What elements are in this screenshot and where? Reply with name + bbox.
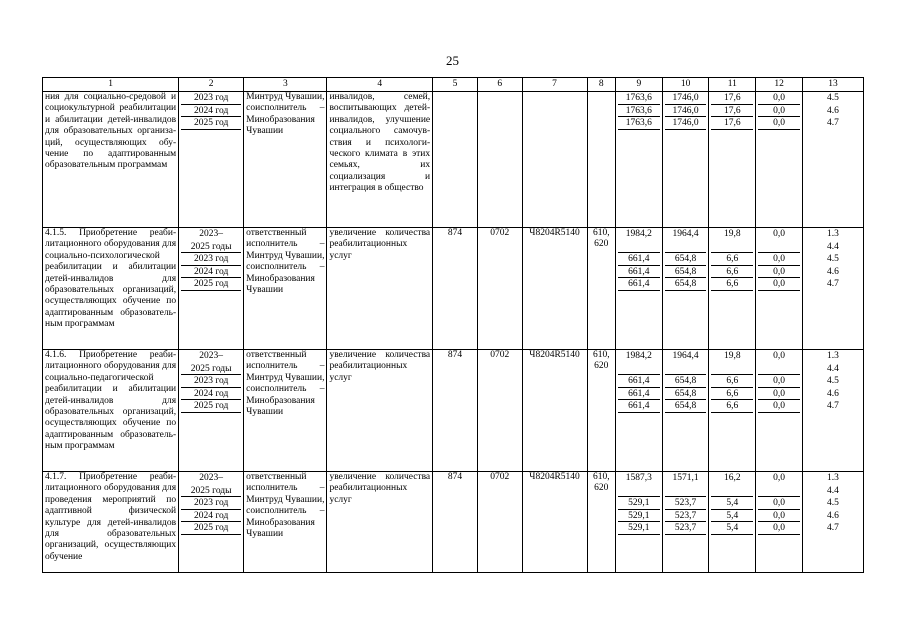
republic-budget-line bbox=[711, 241, 753, 254]
republic-budget-line: 19,8 bbox=[724, 229, 741, 239]
grbs-code: 874 bbox=[433, 228, 478, 350]
total-amount-line: 1984,2 bbox=[625, 229, 652, 239]
result-cell: увеличение количества реабилитационных услуг bbox=[327, 472, 433, 573]
total-amount-line: 661,4 bbox=[618, 400, 660, 413]
municipal-budget-line bbox=[758, 485, 800, 498]
municipal-budget-line: 0,0 bbox=[758, 92, 800, 105]
executor-cell: ответственный исполнитель – Минтруд Чувашии, соисполнитель – Минобразования Чувашии bbox=[244, 228, 327, 350]
period-cell-line: 2025 годы bbox=[181, 363, 241, 376]
total-amount-line: 529,1 bbox=[618, 497, 660, 510]
indicator-refs bbox=[802, 472, 863, 573]
federal-budget-line: 523,7 bbox=[665, 510, 707, 523]
period-cell-line: 2025 год bbox=[181, 117, 241, 130]
indicator-refs-line: 4.7 bbox=[827, 279, 839, 289]
municipal-budget bbox=[756, 350, 803, 472]
municipal-budget-line: 0,0 bbox=[758, 278, 800, 291]
total-amount-line: 1763,6 bbox=[618, 105, 660, 118]
republic-budget-line bbox=[711, 485, 753, 498]
total-amount-line bbox=[618, 241, 660, 254]
total-amount-line: 1984,2 bbox=[625, 351, 652, 361]
executor-cell: Минтруд Чувашии, соисполнитель – Минобразования Чувашии bbox=[244, 92, 327, 228]
federal-budget-line: 523,7 bbox=[665, 497, 707, 510]
republic-budget-line: 19,8 bbox=[724, 351, 741, 361]
column-header-8: 8 bbox=[587, 78, 615, 92]
indicator-refs-line: 4.5 bbox=[827, 93, 839, 103]
republic-budget-line: 5,4 bbox=[711, 510, 753, 523]
municipal-budget-line: 0,0 bbox=[758, 497, 800, 510]
municipal-budget-line: 0,0 bbox=[758, 510, 800, 523]
federal-budget-line: 1964,4 bbox=[672, 229, 699, 239]
republic-budget-line: 17,6 bbox=[711, 117, 753, 130]
period-cell bbox=[179, 228, 244, 350]
table-body bbox=[43, 92, 864, 573]
period-cell-line: 2025 год bbox=[181, 278, 241, 291]
republic-budget-line: 16,2 bbox=[724, 473, 741, 483]
table-row bbox=[43, 350, 864, 472]
total-amount-line: 661,4 bbox=[618, 375, 660, 388]
measure-name: ния для социально-средовой и социокультурной реабилитации и абилитации детей-инвалидов для образовательных организаций, осуществляющих обучение по адаптированным образовательным программам bbox=[43, 92, 179, 228]
republic-budget-line: 6,6 bbox=[711, 388, 753, 401]
total-amount-line: 1587,3 bbox=[625, 473, 652, 483]
period-cell-line: 2025 год bbox=[181, 400, 241, 413]
total-amount-line bbox=[618, 485, 660, 498]
municipal-budget bbox=[756, 92, 803, 228]
municipal-budget-line: 0,0 bbox=[773, 351, 785, 361]
federal-budget-line: 654,8 bbox=[665, 253, 707, 266]
result-cell: увеличение количества реабилитационных услуг bbox=[327, 228, 433, 350]
indicator-refs-line: 4.7 bbox=[827, 118, 839, 128]
period-cell-line: 2023– bbox=[199, 473, 224, 483]
indicator-refs-line: 4.6 bbox=[827, 266, 839, 277]
indicator-refs-line: 4.4 bbox=[827, 485, 839, 496]
period-cell-line: 2023 год bbox=[181, 375, 241, 388]
header-row bbox=[43, 78, 864, 92]
republic-budget-line: 6,6 bbox=[711, 266, 753, 279]
column-header-2: 2 bbox=[179, 78, 244, 92]
column-header-1: 1 bbox=[43, 78, 179, 92]
republic-budget-line: 6,6 bbox=[711, 375, 753, 388]
federal-budget bbox=[662, 350, 709, 472]
grbs-code: 874 bbox=[433, 472, 478, 573]
indicator-refs-line: 4.6 bbox=[827, 510, 839, 521]
section-code: 0702 bbox=[477, 228, 522, 350]
total-amount bbox=[616, 472, 663, 573]
municipal-budget-line bbox=[758, 363, 800, 376]
period-cell bbox=[179, 92, 244, 228]
municipal-budget-line: 0,0 bbox=[758, 388, 800, 401]
grbs-code bbox=[433, 92, 478, 228]
total-amount-line: 529,1 bbox=[618, 510, 660, 523]
total-amount-line bbox=[618, 363, 660, 376]
republic-budget-line: 6,6 bbox=[711, 253, 753, 266]
republic-budget-line: 6,6 bbox=[711, 400, 753, 413]
republic-budget-line: 5,4 bbox=[711, 522, 753, 535]
period-cell-line: 2023 год bbox=[181, 92, 241, 105]
total-amount-line: 661,4 bbox=[618, 388, 660, 401]
period-cell-line: 2024 год bbox=[181, 105, 241, 118]
municipal-budget-line: 0,0 bbox=[758, 253, 800, 266]
measure-name: 4.1.6. Приобретение реабилитационного оборудования для социально-педагогической реабилитации и абилитации детей-инвалидов для образовательных организаций, осуществляющих обучение по адаптированным образовательным программам bbox=[43, 350, 179, 472]
column-header-3: 3 bbox=[244, 78, 327, 92]
target-article-code bbox=[522, 92, 587, 228]
program-measures-table bbox=[42, 77, 864, 573]
column-header-11: 11 bbox=[709, 78, 756, 92]
federal-budget bbox=[662, 472, 709, 573]
federal-budget bbox=[662, 228, 709, 350]
section-code: 0702 bbox=[477, 350, 522, 472]
table-row bbox=[43, 92, 864, 228]
federal-budget-line: 1571,1 bbox=[672, 473, 699, 483]
indicator-refs-line: 4.5 bbox=[827, 376, 839, 386]
table-row bbox=[43, 472, 864, 573]
total-amount-line: 529,1 bbox=[618, 522, 660, 535]
period-cell-line: 2024 год bbox=[181, 510, 241, 523]
republic-budget-line: 6,6 bbox=[711, 278, 753, 291]
federal-budget-line bbox=[665, 363, 707, 376]
federal-budget-line bbox=[665, 241, 707, 254]
period-cell bbox=[179, 350, 244, 472]
republic-budget bbox=[709, 472, 756, 573]
target-article-code: Ч8204R5140 bbox=[522, 228, 587, 350]
republic-budget bbox=[709, 228, 756, 350]
column-header-9: 9 bbox=[616, 78, 663, 92]
indicator-refs-line: 1.3 bbox=[827, 473, 839, 483]
section-code bbox=[477, 92, 522, 228]
expense-type-code: 610, 620 bbox=[587, 472, 615, 573]
indicator-refs-line: 4.7 bbox=[827, 523, 839, 533]
republic-budget-line bbox=[711, 363, 753, 376]
republic-budget-line: 17,6 bbox=[711, 105, 753, 118]
municipal-budget-line bbox=[758, 241, 800, 254]
federal-budget-line: 654,8 bbox=[665, 278, 707, 291]
municipal-budget-line: 0,0 bbox=[758, 375, 800, 388]
indicator-refs-line: 1.3 bbox=[827, 229, 839, 239]
federal-budget bbox=[662, 92, 709, 228]
federal-budget-line: 1964,4 bbox=[672, 351, 699, 361]
section-code: 0702 bbox=[477, 472, 522, 573]
municipal-budget-line: 0,0 bbox=[758, 400, 800, 413]
indicator-refs-line: 4.7 bbox=[827, 401, 839, 411]
municipal-budget-line: 0,0 bbox=[773, 229, 785, 239]
federal-budget-line: 1746,0 bbox=[665, 117, 707, 130]
total-amount-line: 661,4 bbox=[618, 253, 660, 266]
period-cell-line: 2023 год bbox=[181, 497, 241, 510]
indicator-refs-line: 4.5 bbox=[827, 254, 839, 264]
federal-budget-line: 654,8 bbox=[665, 388, 707, 401]
period-cell-line: 2024 год bbox=[181, 388, 241, 401]
indicator-refs bbox=[802, 350, 863, 472]
expense-type-code: 610, 620 bbox=[587, 350, 615, 472]
column-header-6: 6 bbox=[477, 78, 522, 92]
indicator-refs-line: 4.5 bbox=[827, 498, 839, 508]
measure-name: 4.1.7. Приобретение реабилитационного оборудования для проведения мероприятий по адаптивной физической культуре для детей-инвалидов для образовательных организаций, осуществляющих обучение bbox=[43, 472, 179, 573]
municipal-budget-line: 0,0 bbox=[758, 522, 800, 535]
target-article-code: Ч8204R5140 bbox=[522, 472, 587, 573]
column-header-10: 10 bbox=[662, 78, 709, 92]
federal-budget-line: 523,7 bbox=[665, 522, 707, 535]
expense-type-code bbox=[587, 92, 615, 228]
indicator-refs-line: 4.4 bbox=[827, 241, 839, 252]
federal-budget-line: 1746,0 bbox=[665, 92, 707, 105]
total-amount-line: 661,4 bbox=[618, 266, 660, 279]
column-header-7: 7 bbox=[522, 78, 587, 92]
republic-budget bbox=[709, 350, 756, 472]
table-row bbox=[43, 228, 864, 350]
grbs-code: 874 bbox=[433, 350, 478, 472]
municipal-budget-line: 0,0 bbox=[758, 105, 800, 118]
period-cell-line: 2023 год bbox=[181, 253, 241, 266]
federal-budget-line bbox=[665, 485, 707, 498]
federal-budget-line: 654,8 bbox=[665, 400, 707, 413]
republic-budget-line: 17,6 bbox=[711, 92, 753, 105]
indicator-refs-line: 1.3 bbox=[827, 351, 839, 361]
column-header-4: 4 bbox=[327, 78, 433, 92]
federal-budget-line: 654,8 bbox=[665, 375, 707, 388]
municipal-budget bbox=[756, 228, 803, 350]
executor-cell: ответственный исполнитель – Минтруд Чувашии, соисполнитель – Минобразования Чувашии bbox=[244, 350, 327, 472]
federal-budget-line: 1746,0 bbox=[665, 105, 707, 118]
measure-name: 4.1.5. Приобретение реабилитационного оборудования для социально-психологической реабилитации и абилитации детей-инвалидов для образовательных организаций, осуществляющих обучение по адаптированным образовательным программам bbox=[43, 228, 179, 350]
executor-cell: ответственный исполнитель – Минтруд Чувашии, соисполнитель – Минобразования Чувашии bbox=[244, 472, 327, 573]
total-amount-line: 1763,6 bbox=[618, 92, 660, 105]
result-cell: увеличение количества реабилитационных услуг bbox=[327, 350, 433, 472]
period-cell-line: 2024 год bbox=[181, 266, 241, 279]
municipal-budget-line: 0,0 bbox=[773, 473, 785, 483]
municipal-budget bbox=[756, 472, 803, 573]
indicator-refs bbox=[802, 228, 863, 350]
result-cell: инвалидов, семей, воспитывающих детей-инвалидов, улучшение социального самочувствия и психологического климата в этих семьях, их социализация и интеграция в общество bbox=[327, 92, 433, 228]
period-cell-line: 2025 годы bbox=[181, 485, 241, 498]
column-header-12: 12 bbox=[756, 78, 803, 92]
indicator-refs bbox=[802, 92, 863, 228]
expense-type-code: 610, 620 bbox=[587, 228, 615, 350]
federal-budget-line: 654,8 bbox=[665, 266, 707, 279]
period-cell-line: 2025 год bbox=[181, 522, 241, 535]
column-header-13: 13 bbox=[802, 78, 863, 92]
target-article-code: Ч8204R5140 bbox=[522, 350, 587, 472]
republic-budget bbox=[709, 92, 756, 228]
column-header-5: 5 bbox=[433, 78, 478, 92]
total-amount bbox=[616, 228, 663, 350]
total-amount bbox=[616, 350, 663, 472]
municipal-budget-line: 0,0 bbox=[758, 266, 800, 279]
total-amount-line: 661,4 bbox=[618, 278, 660, 291]
period-cell bbox=[179, 472, 244, 573]
republic-budget-line: 5,4 bbox=[711, 497, 753, 510]
indicator-refs-line: 4.6 bbox=[827, 388, 839, 399]
indicator-refs-line: 4.4 bbox=[827, 363, 839, 374]
period-cell-line: 2023– bbox=[199, 351, 224, 361]
page-number: 25 bbox=[446, 53, 459, 68]
total-amount bbox=[616, 92, 663, 228]
period-cell-line: 2025 годы bbox=[181, 241, 241, 254]
period-cell-line: 2023– bbox=[199, 229, 224, 239]
total-amount-line: 1763,6 bbox=[618, 117, 660, 130]
municipal-budget-line: 0,0 bbox=[758, 117, 800, 130]
indicator-refs-line: 4.6 bbox=[827, 105, 839, 116]
